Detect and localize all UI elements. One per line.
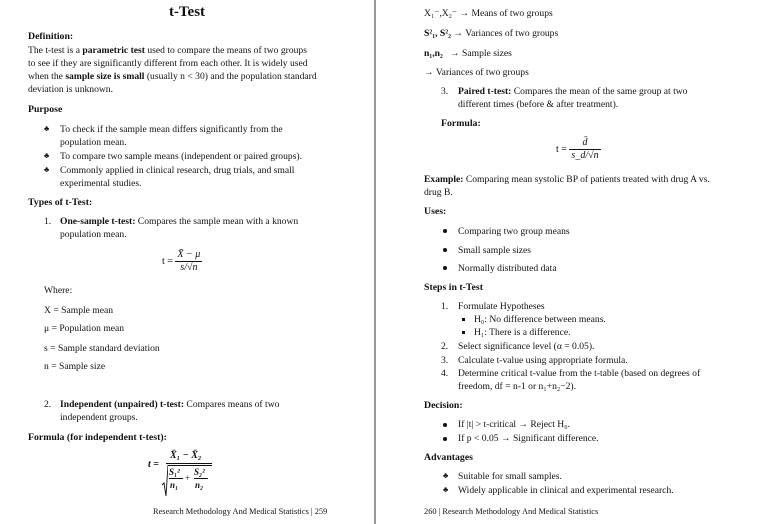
definition-line-4: deviation is unknown. (28, 84, 114, 95)
type-2-line-2: independent groups. (60, 412, 138, 423)
step-3: Calculate t-value using appropriate formula. (458, 355, 628, 366)
hypothesis-h1: H₁: There is a difference. (474, 327, 571, 338)
where-item-1: X = Sample mean (44, 305, 114, 316)
formula-independent: t = X̄₁ − X̄₂ S₁² n₁ + S₂² n₂ (148, 448, 228, 500)
step-1-number: 1. (441, 301, 449, 312)
symbol-line-variances: S²₁, S²₂ → Variances of two groups (424, 28, 559, 39)
formula-2-heading: Formula (for independent t-test): (28, 432, 167, 443)
where-item-2: μ = Population mean (44, 323, 125, 334)
formula-paired: t = $\frac{d̄}{s\_d/√n}$ (556, 137, 599, 161)
purpose-item-3-line-1: Commonly applied in clinical research, drug trials, and small (60, 165, 295, 176)
purpose-item-1-line-1: To check if the sample mean differs significantly from the (60, 124, 283, 135)
dot-bullet-icon (443, 266, 447, 270)
step-4-line-2: freedom, df = n-1 or n₁+n₂−2). (458, 381, 577, 392)
square-bullet-icon (462, 318, 465, 321)
club-bullet-icon: ♣ (44, 124, 50, 133)
uses-heading: Uses: (424, 206, 447, 217)
dot-bullet-icon (443, 437, 447, 441)
purpose-item-1-line-2: population mean. (60, 137, 127, 148)
uses-item-2: Small sample sizes (458, 245, 532, 256)
dot-bullet-icon (443, 423, 447, 427)
symbol-line-sizes: n₁,n₂ → Sample sizes (424, 48, 512, 59)
right-page (376, 0, 760, 524)
step-1: Formulate Hypotheses (458, 301, 545, 312)
advantages-item-1: Suitable for small samples. (458, 471, 562, 482)
purpose-item-2: To compare two sample means (independent or paired groups). (60, 151, 303, 162)
decision-heading: Decision: (424, 400, 463, 411)
paired-number: 3. (441, 86, 449, 97)
dot-bullet-icon (443, 229, 447, 233)
page-footer: Research Methodology And Medical Statistics | 259 (153, 507, 328, 516)
formula-one-sample: t = $\frac{X̄ - \mu}{s/√n}$ (162, 249, 201, 273)
definition-line-3: when the sample size is small (usually n < 30) and the population standard (28, 71, 317, 82)
example-line-2: drug B. (424, 187, 453, 198)
advantages-item-2: Widely applicable in clinical and experimental research. (458, 485, 674, 496)
definition-line-2: to see if they are significantly different from each other. It is widely used (28, 58, 308, 69)
radical-icon (162, 465, 168, 497)
uses-item-3: Normally distributed data (458, 263, 557, 274)
step-2: Select significance level (α = 0.05). (458, 341, 595, 352)
type-2-number: 2. (44, 399, 52, 410)
type-1-line-2: population mean. (60, 229, 127, 240)
step-3-number: 3. (441, 355, 449, 366)
advantages-heading: Advantages (424, 452, 473, 463)
dot-bullet-icon (443, 248, 447, 252)
definition-heading: Definition: (28, 31, 74, 42)
club-bullet-icon: ♣ (443, 471, 449, 480)
club-bullet-icon: ♣ (443, 485, 449, 494)
club-bullet-icon: ♣ (44, 165, 50, 174)
hypothesis-h0: H₀: No difference between means. (474, 314, 606, 325)
formula-heading: Formula: (441, 118, 481, 129)
paired-line-1: Paired t-test: Compares the mean of the same group at two (458, 86, 688, 97)
square-bullet-icon (462, 331, 465, 334)
step-4-line-1: Determine critical t-value from the t-table (based on degrees of (458, 368, 701, 379)
where-item-3: s = Sample standard deviation (44, 343, 160, 354)
type-1-line-1: One-sample t-test: Compares the sample mean with a known (60, 216, 299, 227)
types-heading: Types of t-Test: (28, 197, 93, 208)
where-item-4: n = Sample size (44, 361, 106, 372)
purpose-heading: Purpose (28, 104, 63, 115)
type-2-line-1: Independent (unpaired) t-test: Compares means of two (60, 399, 280, 410)
step-2-number: 2. (441, 341, 449, 352)
paired-line-2: different times (before & after treatment). (458, 99, 619, 110)
steps-heading: Steps in t-Test (424, 282, 483, 293)
type-1-number: 1. (44, 216, 52, 227)
uses-item-1: Comparing two group means (458, 226, 570, 237)
where-label: Where: (44, 285, 73, 296)
purpose-item-3-line-2: experimental studies. (60, 178, 142, 189)
decision-item-2: If p < 0.05 → Significant difference. (458, 433, 599, 444)
symbol-line-means: X₁⁻,X₂⁻ → Means of two groups (424, 8, 553, 19)
variances-line: → Variances of two groups (424, 67, 529, 78)
decision-item-1: If |t| > t-critical → Reject H₀. (458, 419, 570, 430)
club-bullet-icon: ♣ (44, 151, 50, 160)
step-4-number: 4. (441, 368, 449, 379)
example-line-1: Example: Comparing mean systolic BP of patients treated with drug A vs. (424, 174, 710, 185)
page-footer: 260 | Research Methodology And Medical Statistics (424, 507, 599, 516)
page-title: t-Test (168, 4, 206, 20)
definition-line-1: The t-test is a parametric test used to compare the means of two groups (28, 45, 307, 56)
left-page (0, 0, 374, 524)
